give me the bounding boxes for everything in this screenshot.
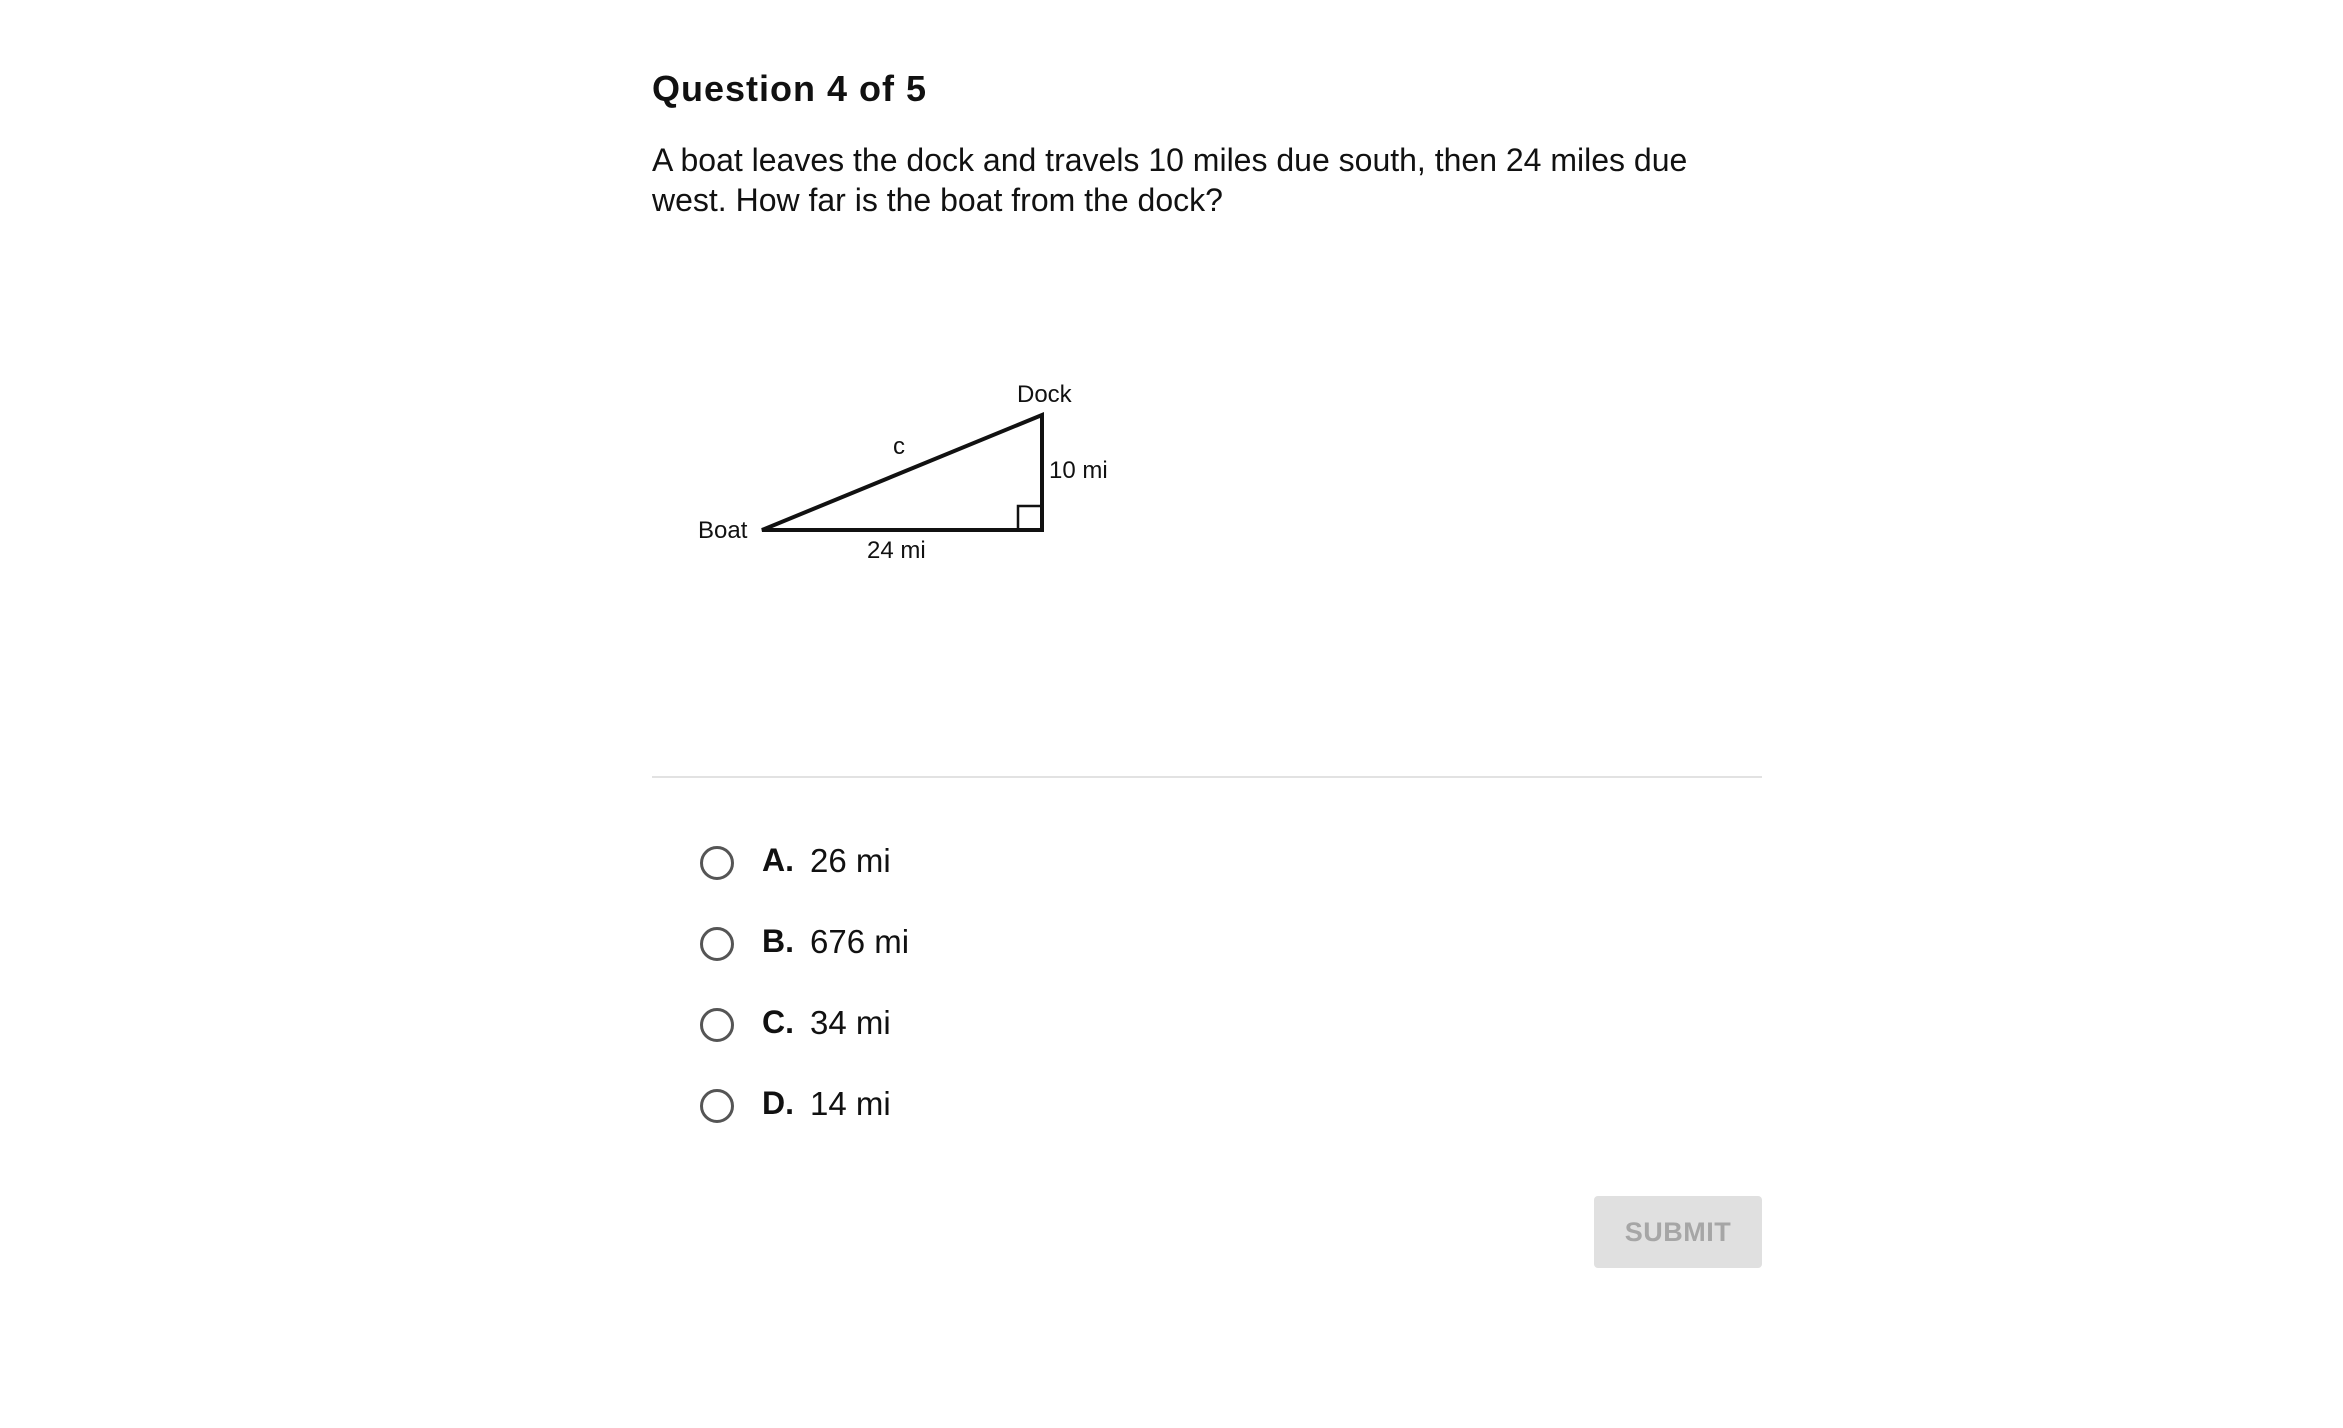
answer-choices	[700, 820, 909, 1144]
choice-b[interactable]	[700, 901, 909, 982]
choice-letter: A.	[762, 842, 794, 878]
vertical-leg-label: 10 mi	[1049, 457, 1108, 484]
hypotenuse-label: c	[893, 433, 905, 460]
choice-letter: D.	[762, 1085, 794, 1121]
choice-text: 676 mi	[810, 922, 910, 960]
horizontal-leg-label: 24 mi	[867, 537, 926, 564]
right-angle-marker	[1018, 506, 1042, 530]
radio-button-b[interactable]	[700, 927, 734, 961]
dock-label: Dock	[1017, 381, 1072, 408]
choice-letter: B.	[762, 923, 794, 959]
question-text: A boat leaves the dock and travels 10 miles due south, then 24 miles due west. How far is the boat from the dock?	[652, 142, 1688, 218]
choice-text: 26 mi	[810, 841, 891, 879]
boat-label: Boat	[698, 517, 748, 544]
divider	[652, 776, 1762, 778]
quiz-panel	[652, 0, 1762, 1428]
choice-d[interactable]	[700, 1063, 909, 1144]
radio-button-c[interactable]	[700, 1008, 734, 1042]
radio-button-d[interactable]	[700, 1089, 734, 1123]
choice-text: 34 mi	[810, 1003, 891, 1041]
choice-text: 14 mi	[810, 1084, 891, 1122]
radio-button-a[interactable]	[700, 846, 734, 880]
choice-c[interactable]	[700, 982, 909, 1063]
triangle-svg	[692, 370, 1108, 570]
choice-a[interactable]	[700, 820, 909, 901]
triangle-diagram	[692, 370, 1108, 570]
question-header: Question 4 of 5	[652, 68, 928, 109]
submit-button[interactable]: SUBMIT	[1594, 1196, 1762, 1268]
choice-letter: C.	[762, 1004, 794, 1040]
